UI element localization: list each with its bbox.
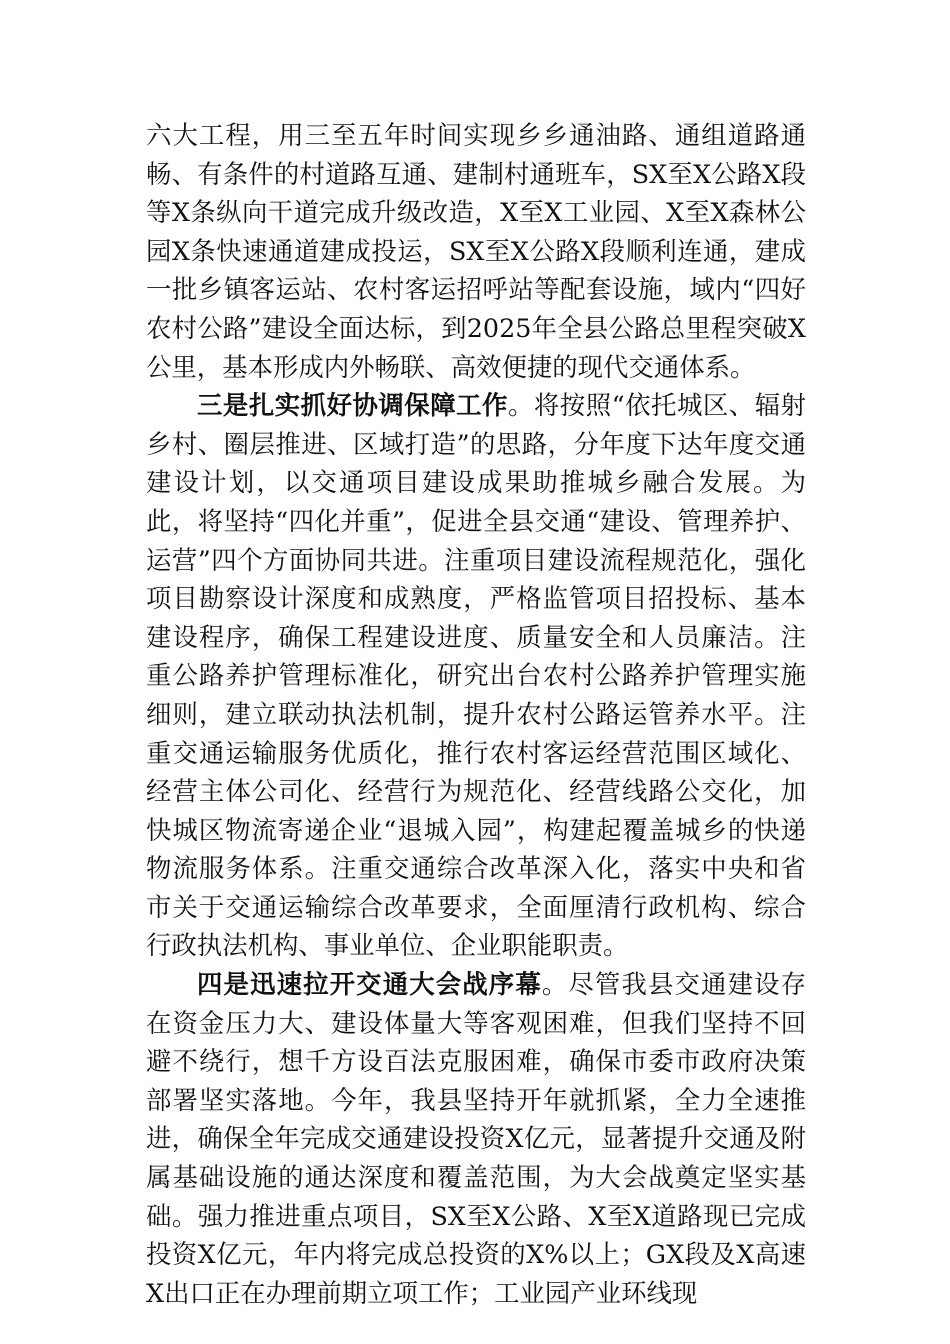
paragraph-3-heading: 四是迅速拉开交通大会战序幕: [197, 969, 542, 1000]
paragraph-2-text: 。将按照“依托城区、辐射乡村、圈层推进、区域打造”的思路，分年度下达年度交通建设计划，以交通项目建设成果助推城乡融合发展。为此，将坚持“四化并重”，促进全县交通“建设、管理养护、运营”四个方面协同共进。注重项目建设流程规范化，强化项目勘察设计深度和成熟度，严格监管项目招投标、基本建设程序，确保工程建设进度、质量安全和人员廉洁。注重公路养护管理标准化，研究出台农村公路养护管理实施细则，建立联动执法机制，提升农村公路运管养水平。注重交通运输服务优质化，推行农村客运经营范围区域化、经营主体公司化、经营行为规范化、经营线路公交化，加快城区物流寄递企业“退城入园”，构建起覆盖城乡的快递物流服务体系。注重交通综合改革深入化，落实中央和省市关于交通运输综合改革要求，全面厘清行政机构、综合行政执法机构、事业单位、企业职能职责。: [146, 390, 807, 961]
document-page: [146, 116, 806, 1312]
paragraph-1-text: 六大工程，用三至五年时间实现乡乡通油路、通组道路通畅、有条件的村道路互通、建制村通班车，SX至X公路X段等X条纵向干道完成升级改造，X至X工业园、X至X森林公园X条快速通道建成投运，SX至X公路X段顺利连通，建成一批乡镇客运站、农村客运招呼站等配套设施，域内“四好农村公路”建设全面达标，到2025年全县公路总里程突破X公里，基本形成内外畅联、高效便捷的现代交通体系。: [146, 120, 806, 382]
paragraph-coordination-guarantee: [146, 386, 806, 965]
paragraph-continuation: [146, 116, 806, 386]
paragraph-campaign-launch: [146, 965, 806, 1312]
paragraph-3-text: 。尽管我县交通建设存在资金压力大、建设体量大等客观困难，但我们坚持不回避不绕行，想千方设百法克服困难，确保市委市政府决策部署坚实落地。今年，我县坚持开年就抓紧，全力全速推进，确保全年完成交通建设投资X亿元，显著提升交通及附属基础设施的通达深度和覆盖范围，为大会战奠定坚实基础。强力推进重点项目，SX至X公路、X至X道路现已完成投资X亿元，年内将完成总投资的X%以上；GX段及X高速X出口正在办理前期立项工作；工业园产业环线现: [146, 969, 807, 1308]
paragraph-2-heading: 三是扎实抓好协调保障工作: [197, 390, 508, 421]
